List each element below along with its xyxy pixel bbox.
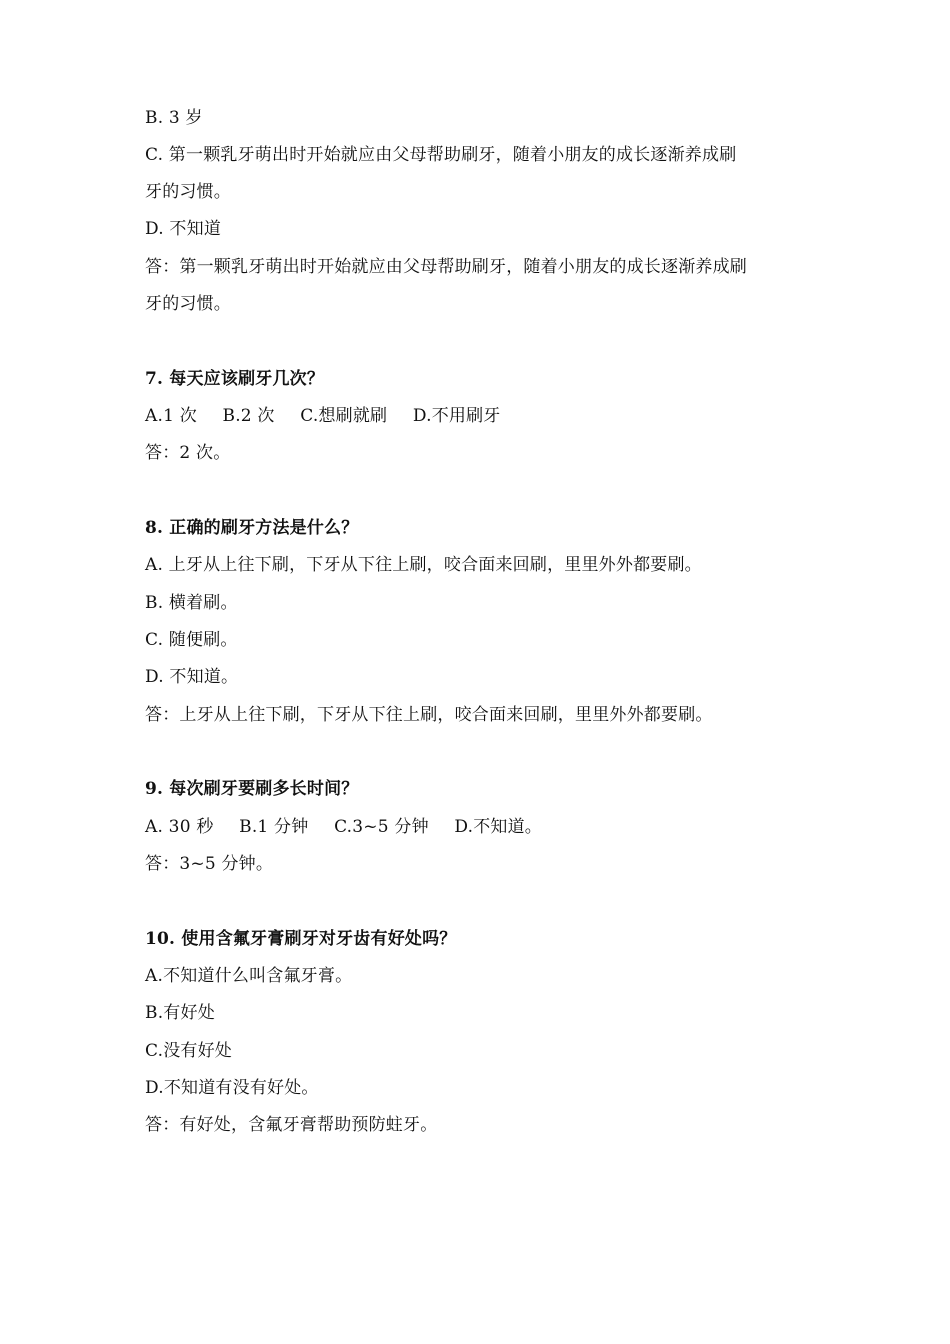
q9-answer: 答：3~5 分钟。 — [145, 854, 274, 874]
q10-title: 10. 使用含氟牙膏刷牙对牙齿有好处吗？ — [145, 929, 457, 949]
q8-answer: 答：上牙从上往下刷，下牙从下往上刷，咬合面来回刷，里里外外都要刷。 — [145, 705, 713, 725]
q10-answer: 答：有好处，含氟牙膏帮助预防蛀牙。 — [145, 1115, 438, 1135]
q9-option-a: A. 30 秒 — [145, 817, 214, 837]
q7-title: 7. 每天应该刷牙几次？ — [145, 369, 325, 389]
q10-option-a: A.不知道什么叫含氟牙膏。 — [145, 966, 353, 986]
q6-answer-line1: 答：第一颗乳牙萌出时开始就应由父母帮助刷牙，随着小朋友的成长逐渐养成刷 — [145, 257, 747, 277]
q7-option-b: B.2 次 — [222, 406, 275, 426]
q9-option-d: D.不知道。 — [454, 817, 543, 837]
q7-option-c: C.想刷就刷 — [300, 406, 388, 426]
q8-option-a: A. 上牙从上往下刷，下牙从下往上刷，咬合面来回刷，里里外外都要刷。 — [145, 555, 702, 575]
q7-answer: 答：2 次。 — [145, 443, 231, 463]
q8-option-d: D. 不知道。 — [145, 667, 239, 687]
q8-option-b: B. 横着刷。 — [145, 593, 238, 613]
q7-option-a: A.1 次 — [145, 406, 197, 426]
q9-title: 9. 每次刷牙要刷多长时间？ — [145, 779, 359, 799]
q8-option-c: C. 随便刷。 — [145, 630, 238, 650]
q6-option-c-line1: C. 第一颗乳牙萌出时开始就应由父母帮助刷牙，随着小朋友的成长逐渐养成刷 — [145, 145, 737, 165]
q7-option-d: D.不用刷牙 — [412, 406, 501, 426]
q9-options — [145, 816, 542, 838]
q10-option-c: C.没有好处 — [145, 1041, 233, 1061]
q6-option-c-line2: 牙的习惯。 — [145, 182, 231, 202]
q7-options — [145, 405, 501, 427]
q9-option-b: B.1 分钟 — [239, 817, 309, 837]
q6-option-b: B. 3 岁 — [145, 108, 203, 128]
q10-option-b: B.有好处 — [145, 1003, 215, 1023]
q10-option-d: D.不知道有没有好处。 — [145, 1078, 319, 1098]
q8-title: 8. 正确的刷牙方法是什么？ — [145, 518, 359, 538]
q9-option-c: C.3~5 分钟 — [334, 817, 429, 837]
q6-answer-line2: 牙的习惯。 — [145, 294, 231, 314]
q6-option-d: D. 不知道 — [145, 219, 222, 239]
